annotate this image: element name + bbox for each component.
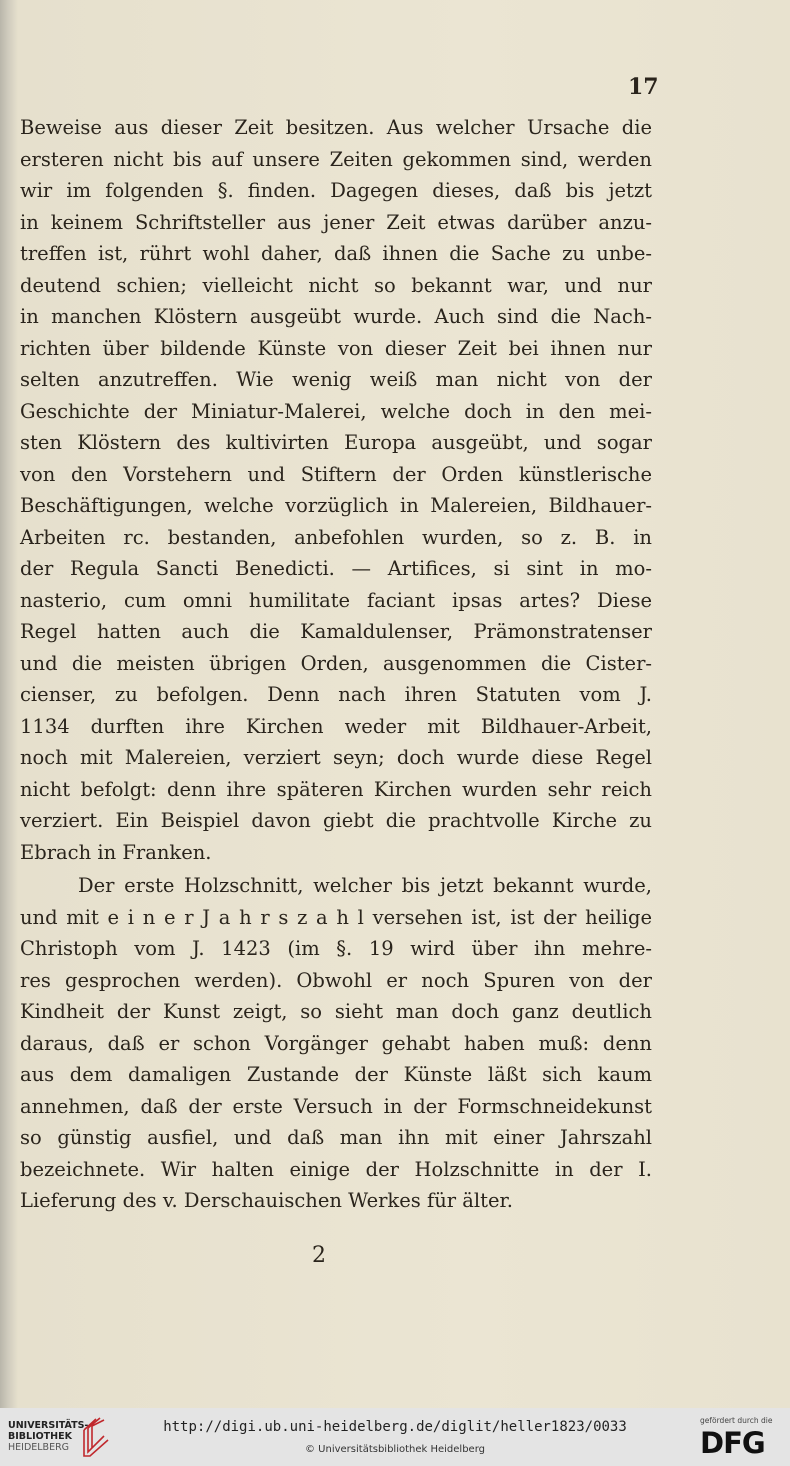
signature-mark: 2 [312, 1243, 326, 1268]
text-line: aus dem damaligen Zustande der Künste läßt sich kaum [20, 1063, 652, 1086]
text-line: res gesprochen werden). Obwohl er noch Spuren von der [20, 968, 652, 992]
text-line: von den Vorstehern und Stiftern der Orden künstlerische [20, 462, 652, 486]
text-line: deutend schien; vielleicht nicht so bekannt war, und nur [20, 273, 652, 297]
text-line: so günstig ausfiel, und daß man ihn mit einer Jahrszahl [20, 1126, 652, 1149]
text-line: sten Klöstern des kultivirten Europa ausgeübt, und sogar [20, 431, 652, 454]
dfg-logo: DFG [700, 1426, 765, 1460]
text-line: 1134 durften ihre Kirchen weder mit Bildhauer-Arbeit, [20, 714, 652, 738]
text-line: Beweise aus dieser Zeit besitzen. Aus welcher Ursache die [20, 116, 652, 139]
text-line: und mit e i n e r J a h r s z a h l versehen ist, ist der heilige [20, 905, 652, 929]
text-line: selten anzutreffen. Wie wenig weiß man nicht von der [20, 368, 652, 391]
text-line: nicht befolgt: denn ihre späteren Kirchen wurden sehr reich [20, 777, 652, 801]
library-name-line2: BIBLIOTHEK [8, 1431, 72, 1442]
footer-bar [0, 1408, 790, 1466]
text-line: Regel hatten auch die Kamaldulenser, Prämonstratenser [20, 620, 652, 643]
text-line: Lieferung des v. Derschauischen Werkes für älter. [20, 1189, 513, 1212]
text-line: in keinem Schriftsteller aus jener Zeit etwas darüber anzu- [20, 210, 652, 234]
text-line: und die meisten übrigen Orden, ausgenommen die Cister- [20, 651, 652, 675]
text-line: annehmen, daß der erste Versuch in der Formschneidekunst [20, 1094, 652, 1118]
library-name-line1: UNIVERSITÄTS- [8, 1420, 89, 1431]
text-line: Christoph vom J. 1423 (im §. 19 wird über ihn mehre- [20, 937, 652, 960]
page-number: 17 [628, 74, 659, 100]
text-line: Kindheit der Kunst zeigt, so sieht man doch ganz deutlich [20, 1000, 652, 1023]
text-line: noch mit Malereien, verziert seyn; doch wurde diese Regel [20, 746, 652, 769]
page-body [20, 112, 652, 1217]
text-line: richten über bildende Künste von dieser Zeit bei ihnen nur [20, 336, 652, 360]
funded-by-text: gefördert durch die [700, 1416, 773, 1425]
library-name-line3: HEIDELBERG [8, 1442, 70, 1453]
text-line: Ebrach in Franken. [20, 840, 212, 864]
text-line: cienser, zu befolgen. Denn nach ihren Statuten vom J. [20, 683, 652, 706]
text-line: treffen ist, rührt wohl daher, daß ihnen die Sache zu unbe- [20, 242, 652, 265]
text-line: verziert. Ein Beispiel davon giebt die prachtvolle Kirche zu [20, 809, 652, 832]
text-line: daraus, daß er schon Vorgänger gehabt haben muß: denn [20, 1031, 652, 1055]
text-line: Geschichte der Miniatur-Malerei, welche doch in den mei- [20, 399, 652, 423]
text-line: Arbeiten rc. bestanden, anbefohlen wurden, so z. B. in [20, 525, 652, 549]
permalink-url[interactable]: http://digi.ub.uni-heidelberg.de/diglit/heller1823/0033 [163, 1419, 627, 1435]
text-line: ersteren nicht bis auf unsere Zeiten gekommen sind, werden [20, 147, 652, 171]
text-line: wir im folgenden §. finden. Dagegen dieses, daß bis jetzt [20, 179, 652, 202]
text-line: der Regula Sancti Benedicti. — Artifices, si sint in mo- [20, 557, 652, 580]
text-line: in manchen Klöstern ausgeübt wurde. Auch sind die Nach- [20, 305, 652, 328]
text-line: nasterio, cum omni humilitate faciant ipsas artes? Diese [20, 588, 652, 612]
text-line: Beschäftigungen, welche vorzüglich in Malereien, Bildhauer- [20, 494, 652, 517]
copyright-text: © Universitätsbibliothek Heidelberg [304, 1444, 485, 1455]
text-line: Der erste Holzschnitt, welcher bis jetzt bekannt wurde, [78, 874, 652, 897]
text-line: bezeichnete. Wir halten einige der Holzschnitte in der I. [20, 1157, 652, 1181]
